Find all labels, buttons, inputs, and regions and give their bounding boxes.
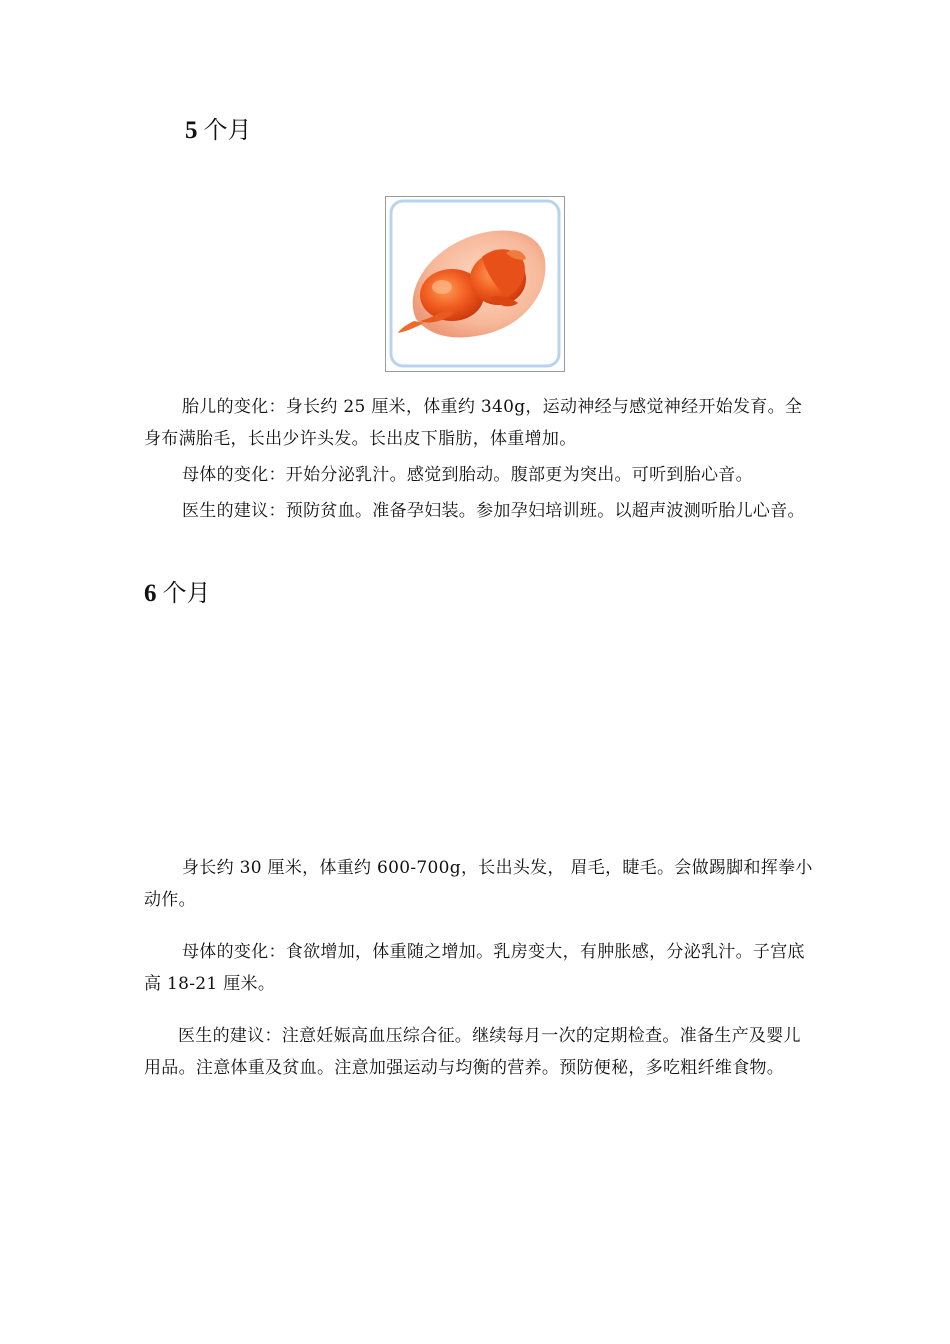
month-5-unit: 个月 [203,116,252,144]
fetus-illustration [385,196,565,372]
month-5-fetus-changes: 胎儿的变化：身长约 25 厘米，体重约 340g，运动神经与感觉神经开始发育。全身布满胎毛，长出少许头发。长出皮下脂肪，体重增加。 [144,397,803,449]
month-6-number: 6 [144,580,157,607]
month-6-fetus-changes: 身长约 30 厘米，体重约 600-700g，长出头发， 眉毛，睫毛。会做踢脚和挥拳小动作。 [144,858,813,910]
month-6-unit: 个月 [162,579,211,607]
month-5-mother-changes: 母体的变化：开始分泌乳汁。感觉到胎动。腹部更为突出。可听到胎心音。 [182,465,753,485]
month-6-mother-changes: 母体的变化：食欲增加，体重随之增加。乳房变大，有肿胀感，分泌乳汁。子宫底高 18-21 厘米。 [144,942,805,994]
month-6-heading [144,578,211,609]
month-5-doctor-advice: 医生的建议：预防贫血。准备孕妇装。参加孕妇培训班。以超声波测听胎儿心音。 [182,501,805,521]
month-5-heading [185,115,252,146]
month-6-doctor-advice: 医生的建议：注意妊娠高血压综合征。继续每月一次的定期检查。准备生产及婴儿用品。注意体重及贫血。注意加强运动与均衡的营养。预防便秘，多吃粗纤维食物。 [144,1026,801,1078]
month-5-number: 5 [185,117,198,144]
